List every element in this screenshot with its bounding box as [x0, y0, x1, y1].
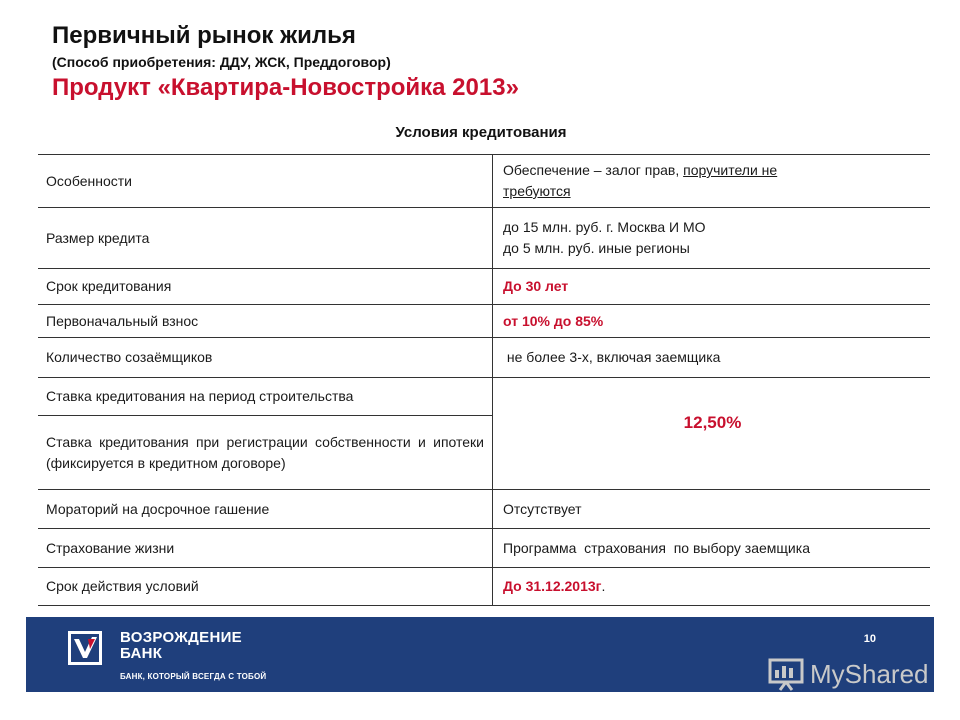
- row-value: Отсутствует: [493, 490, 931, 529]
- value-underlined-text: требуются: [503, 183, 571, 199]
- rate-value: 12,50%: [493, 378, 931, 490]
- table-row: [38, 269, 930, 305]
- slide-title: Первичный рынок жилья: [52, 22, 356, 49]
- row-value: До 30 лет: [493, 269, 931, 305]
- row-value: не более 3-х, включая заемщика: [493, 338, 931, 378]
- row-value: от 10% до 85%: [493, 305, 931, 338]
- bank-name: [120, 630, 242, 662]
- table-row: [38, 490, 930, 529]
- row-label: Срок действия условий: [38, 568, 493, 606]
- row-label: Размер кредита: [38, 208, 493, 269]
- table-row: [38, 338, 930, 378]
- acquisition-methods-subtitle: (Способ приобретения: ДДУ, ЖСК, Преддоговор): [52, 54, 391, 70]
- table-row: [38, 208, 930, 269]
- bank-slogan: БАНК, КОТОРЫЙ ВСЕГДА С ТОБОЙ: [120, 672, 267, 681]
- row-label: Первоначальный взнос: [38, 305, 493, 338]
- table-row: [38, 305, 930, 338]
- row-label: Ставка кредитования на период строительства: [38, 378, 493, 416]
- bank-name-line1: ВОЗРОЖДЕНИЕ: [120, 629, 242, 646]
- credit-terms-table: [38, 154, 930, 606]
- watermark-text: MyShared: [810, 658, 929, 689]
- validity-date: До 31.12.2013г: [503, 578, 602, 594]
- value-underlined-text: поручители не: [683, 162, 778, 178]
- value-line: до 15 млн. руб. г. Москва И МО: [503, 219, 706, 235]
- bank-logo-icon: [68, 631, 102, 665]
- validity-date-suffix: .: [601, 578, 606, 594]
- row-value: [493, 208, 931, 269]
- product-title: Продукт «Квартира-Новостройка 2013»: [52, 74, 519, 101]
- watermark: [768, 656, 929, 692]
- value-text: Обеспечение – залог прав,: [503, 162, 684, 178]
- bank-name-line2: БАНК: [120, 645, 163, 662]
- row-label: Особенности: [38, 155, 493, 208]
- presentation-icon: [768, 656, 804, 692]
- table-row: [38, 378, 930, 416]
- row-label: Мораторий на досрочное гашение: [38, 490, 493, 529]
- table-row: [38, 529, 930, 568]
- row-label: Страхование жизни: [38, 529, 493, 568]
- row-value: [493, 568, 931, 606]
- table-row: [38, 568, 930, 606]
- table-caption: Условия кредитования: [395, 124, 567, 141]
- row-value: [493, 155, 931, 208]
- row-label: Срок кредитования: [38, 269, 493, 305]
- row-label: Ставка кредитования при регистрации собственности и ипотеки (фиксируется в кредитном договоре): [38, 416, 493, 490]
- value-line: до 5 млн. руб. иные регионы: [503, 240, 690, 256]
- row-value: Программа страхования по выбору заемщика: [493, 529, 931, 568]
- table-row: [38, 155, 930, 208]
- page-number: 10: [863, 633, 876, 645]
- row-label: Количество созаёмщиков: [38, 338, 493, 378]
